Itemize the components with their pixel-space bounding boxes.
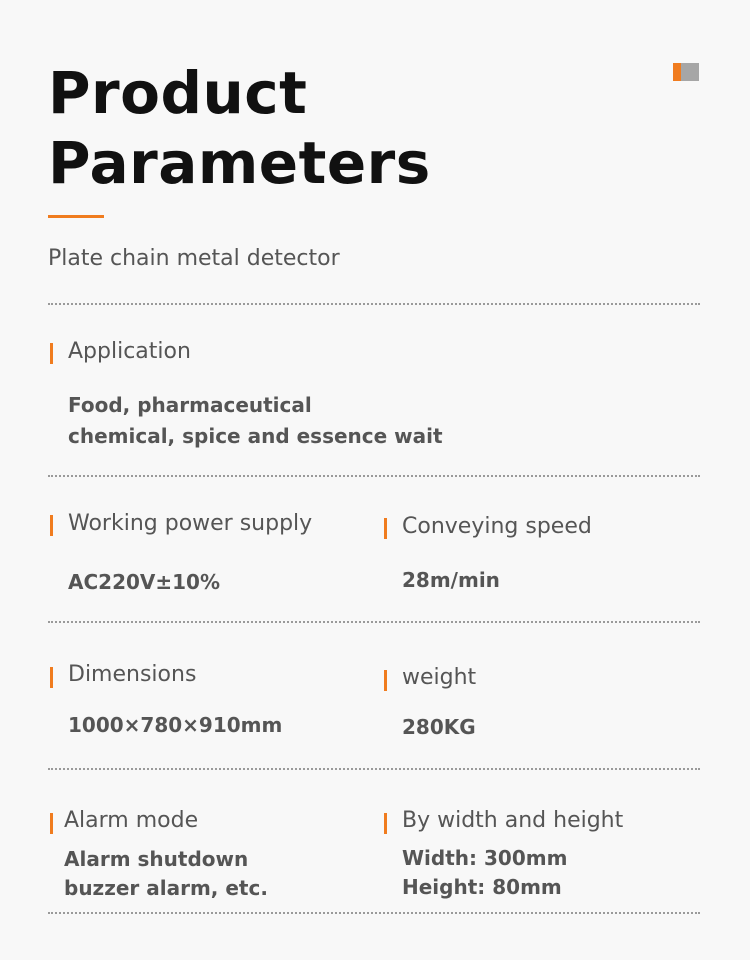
size-value [402,844,567,902]
label-accent-bar [384,518,387,539]
label-accent-bar [50,813,53,834]
dimensions-label: Dimensions [68,662,197,687]
divider [48,303,700,305]
power-supply-label: Working power supply [68,511,313,536]
divider [48,768,700,770]
label-accent-bar [50,515,53,536]
label-accent-bar [50,343,53,364]
divider [48,912,700,914]
alarm-mode-value-line-1: Alarm shutdown [64,847,249,871]
alarm-mode-value-line-2: buzzer alarm, etc. [64,876,268,900]
label-accent-bar [384,670,387,691]
width-value: Width: 300mm [402,846,568,870]
conveying-speed-value: 28m/min [402,568,500,592]
page-title [48,58,431,198]
application-value-line-2: chemical, spice and essence wait [68,424,443,448]
divider [48,475,700,477]
power-supply-value: AC220V±10% [68,570,221,594]
alarm-mode-label: Alarm mode [64,808,199,833]
alarm-mode-value [64,845,268,903]
dimensions-value: 1000×780×910mm [68,713,283,737]
application-value [68,390,443,452]
square-tag-icon [673,63,699,81]
label-accent-bar [50,667,53,688]
title-underline [48,215,104,218]
product-subtitle: Plate chain metal detector [48,246,340,271]
label-accent-bar [384,813,387,834]
divider [48,621,700,623]
weight-value: 280KG [402,715,476,739]
application-value-line-1: Food, pharmaceutical [68,393,312,417]
conveying-speed-label: Conveying speed [402,514,592,539]
page-title-line-2: Parameters [48,129,431,197]
height-value: Height: 80mm [402,875,562,899]
weight-label: weight [402,665,477,690]
page-title-line-1: Product [48,59,308,127]
application-label: Application [68,339,191,364]
size-label: By width and height [402,808,624,833]
